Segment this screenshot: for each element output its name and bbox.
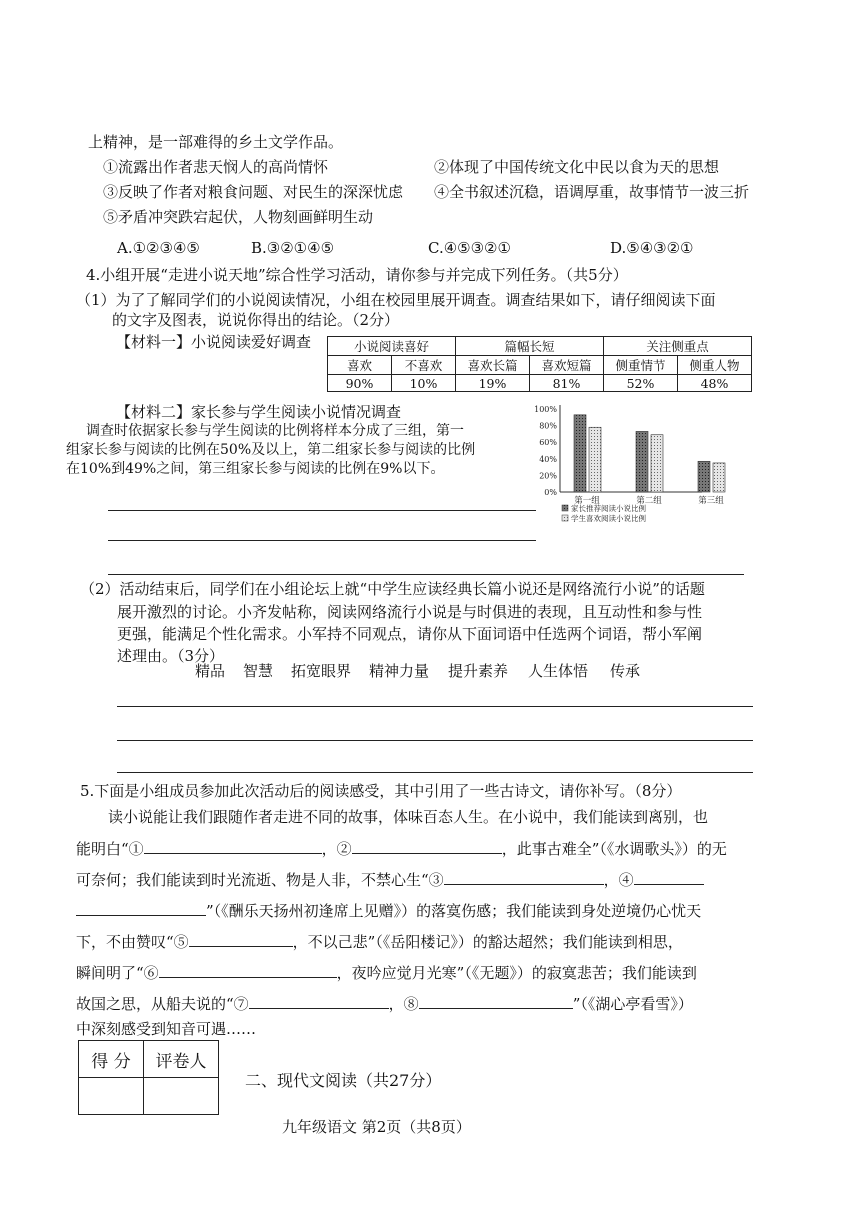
section-2-heading: 二、现代文阅读（共27分）	[245, 1071, 442, 1090]
q5-line7: 故国之思，从船夫说的“⑦ ，⑧ ”（《湖心亭看雪》）	[76, 995, 693, 1013]
table-cell: 81%	[530, 375, 604, 392]
material-2-line2: 组家长参与阅读的比例在50%及以上，第二组家长参与阅读的比例	[66, 442, 476, 458]
table-header: 侧重人物	[678, 356, 752, 375]
table-cell: 90%	[328, 375, 392, 392]
y-tick-label: 40%	[539, 454, 557, 464]
bar	[589, 427, 601, 492]
keyword: 提升素养	[448, 662, 509, 680]
blank-8[interactable]	[419, 994, 573, 1009]
q5-line6: 瞬间明了“⑥ ，夜吟应觉月光寒”（《无题》）的寂寞悲苦；我们能读到	[76, 964, 697, 982]
bar	[636, 431, 648, 492]
table-group-focus: 关注侧重点	[604, 337, 752, 356]
y-tick-label: 20%	[539, 471, 557, 481]
bar	[574, 415, 586, 492]
blank-5[interactable]	[189, 932, 293, 947]
q4-sub2-line3: 更强，能满足个性化需求。小军持不同观点，请你从下面词语中任选两个词语，帮小军阐	[117, 625, 703, 643]
legend-label: 家长推荐阅读小说比例	[571, 504, 646, 513]
answer-line[interactable]	[117, 772, 753, 773]
table-header: 喜欢短篇	[530, 356, 604, 375]
blank-7[interactable]	[249, 994, 389, 1009]
x-tick-label: 第二组	[636, 496, 662, 506]
answer-line[interactable]	[108, 540, 536, 541]
table-group-reading-preference: 小说阅读喜好	[328, 337, 456, 356]
y-tick-label: 0%	[544, 488, 557, 497]
q4-sub2-line4: 述理由。（3分）	[117, 647, 225, 665]
keyword: 人生体悟	[528, 662, 589, 680]
y-tick-label: 80%	[539, 421, 557, 431]
q3-option-4: ④全书叙述沉稳，语调厚重，故事情节一波三折	[434, 183, 750, 201]
q3-option-2: ②体现了中国传统文化中民以食为天的思想	[434, 158, 720, 176]
keyword: 拓宽眼界	[291, 662, 352, 680]
q5-title: 5.下面是小组成员参加此次活动后的阅读感受，其中引用了一些古诗文，请你补写。（8分）	[80, 782, 682, 800]
material-1-label: 【材料一】小说阅读爱好调查	[116, 333, 312, 351]
q4-sub2-line1: （2）活动结束后，同学们在小组论坛上就“中学生应读经典长篇小说还是网络流行小说”的话题	[80, 580, 705, 598]
keyword: 精品	[195, 662, 226, 680]
score-label: 得 分	[79, 1041, 144, 1078]
q5-line3: 可奈何；我们能读到时光流逝、物是人非，不禁心生“③ ，④	[76, 870, 704, 889]
bar	[651, 435, 663, 492]
q4-title: 4.小组开展“走进小说天地”综合性学习活动，请你参与并完成下列任务。（共5分）	[86, 266, 628, 284]
q3-choice-c: C.④⑤③②①	[428, 239, 511, 257]
q3-tail: 上精神，是一部难得的乡土文学作品。	[88, 133, 344, 151]
answer-line[interactable]	[117, 740, 753, 741]
q4-sub1-line2: 的文字及图表，说说你得出的结论。（2分）	[112, 311, 400, 329]
legend-swatch	[562, 515, 568, 521]
x-tick-label: 第一组	[574, 496, 600, 506]
x-tick-label: 第三组	[698, 496, 724, 506]
blank-4b[interactable]	[76, 901, 206, 916]
q4-sub1-line1: （1）为了了解同学们的小说阅读情况，小组在校园里展开调查。调查结果如下，请仔细阅读下面	[76, 291, 716, 309]
legend-label: 学生喜欢阅读小说比例	[571, 514, 646, 523]
table-group-length: 篇幅长短	[456, 337, 604, 356]
bar	[713, 463, 725, 492]
q5-line4: ”（《酬乐天扬州初逢席上见赠》）的落寞伤感；我们能读到身处逆境仍心忧天	[76, 901, 701, 920]
table-cell: 19%	[456, 375, 530, 392]
table-header: 喜欢	[328, 356, 392, 375]
q3-choice-b: B.③②①④⑤	[251, 239, 335, 257]
score-input[interactable]	[79, 1078, 144, 1115]
keyword: 精神力量	[369, 662, 430, 680]
score-table	[78, 1040, 219, 1115]
q5-line8: 中深刻感受到知音可遇……	[76, 1020, 257, 1038]
blank-6[interactable]	[159, 963, 337, 978]
keyword: 智慧	[243, 662, 274, 680]
divider-line	[108, 574, 744, 575]
y-tick-label: 100%	[534, 405, 557, 414]
q5-line5: 下，不由赞叹“⑤ ，不以己悲”（《岳阳楼记》）的豁达超然；我们能读到相思，	[76, 933, 683, 951]
survey-table	[327, 336, 752, 392]
grader-label: 评卷人	[144, 1041, 219, 1078]
keyword: 传承	[610, 662, 641, 680]
table-cell: 52%	[604, 375, 678, 392]
table-header: 喜欢长篇	[456, 356, 530, 375]
q3-choice-d: D.⑤④③②①	[610, 239, 694, 257]
table-cell: 10%	[392, 375, 456, 392]
bar	[698, 461, 710, 492]
table-header: 不喜欢	[392, 356, 456, 375]
material-2-line1: 调查时依据家长参与学生阅读的比例将样本分成了三组，第一	[86, 423, 464, 439]
q5-line1: 读小说能让我们跟随作者走进不同的故事，体味百态人生。在小说中，我们能读到离别，也	[108, 808, 709, 826]
table-cell: 48%	[678, 375, 752, 392]
material-2-line3: 在10%到49%之间，第三组家长参与阅读的比例在9%以下。	[66, 461, 445, 477]
q4-sub2-line2: 展开激烈的讨论。小齐发帖称，阅读网络流行小说是与时俱进的表现，且互动性和参与性	[117, 603, 703, 621]
blank-3[interactable]	[444, 870, 604, 885]
q5-line2: 能明白“① ，② ，此事古难全”（《水调歌头》）的无	[76, 840, 727, 858]
y-tick-label: 60%	[539, 438, 557, 448]
blank-1[interactable]	[144, 839, 322, 854]
q3-option-1: ①流露出作者悲天悯人的高尚情怀	[103, 158, 329, 176]
blank-4a[interactable]	[634, 870, 704, 885]
legend-swatch	[562, 505, 568, 511]
parent-reading-bar-chart	[534, 397, 724, 537]
page-footer: 九年级语文 第2页（共8页）	[282, 1118, 471, 1136]
table-header: 侧重情节	[604, 356, 678, 375]
grader-input[interactable]	[144, 1078, 219, 1115]
answer-line[interactable]	[117, 706, 753, 707]
q3-option-5: ⑤矛盾冲突跌宕起伏，人物刻画鲜明生动	[103, 208, 374, 226]
blank-2[interactable]	[352, 839, 502, 854]
q3-option-3: ③反映了作者对粮食问题、对民生的深深忧虑	[103, 183, 404, 201]
material-2-label: 【材料二】家长参与学生阅读小说情况调查	[116, 403, 402, 421]
answer-line[interactable]	[108, 510, 536, 511]
q3-choice-a: A.①②③④⑤	[117, 239, 200, 257]
